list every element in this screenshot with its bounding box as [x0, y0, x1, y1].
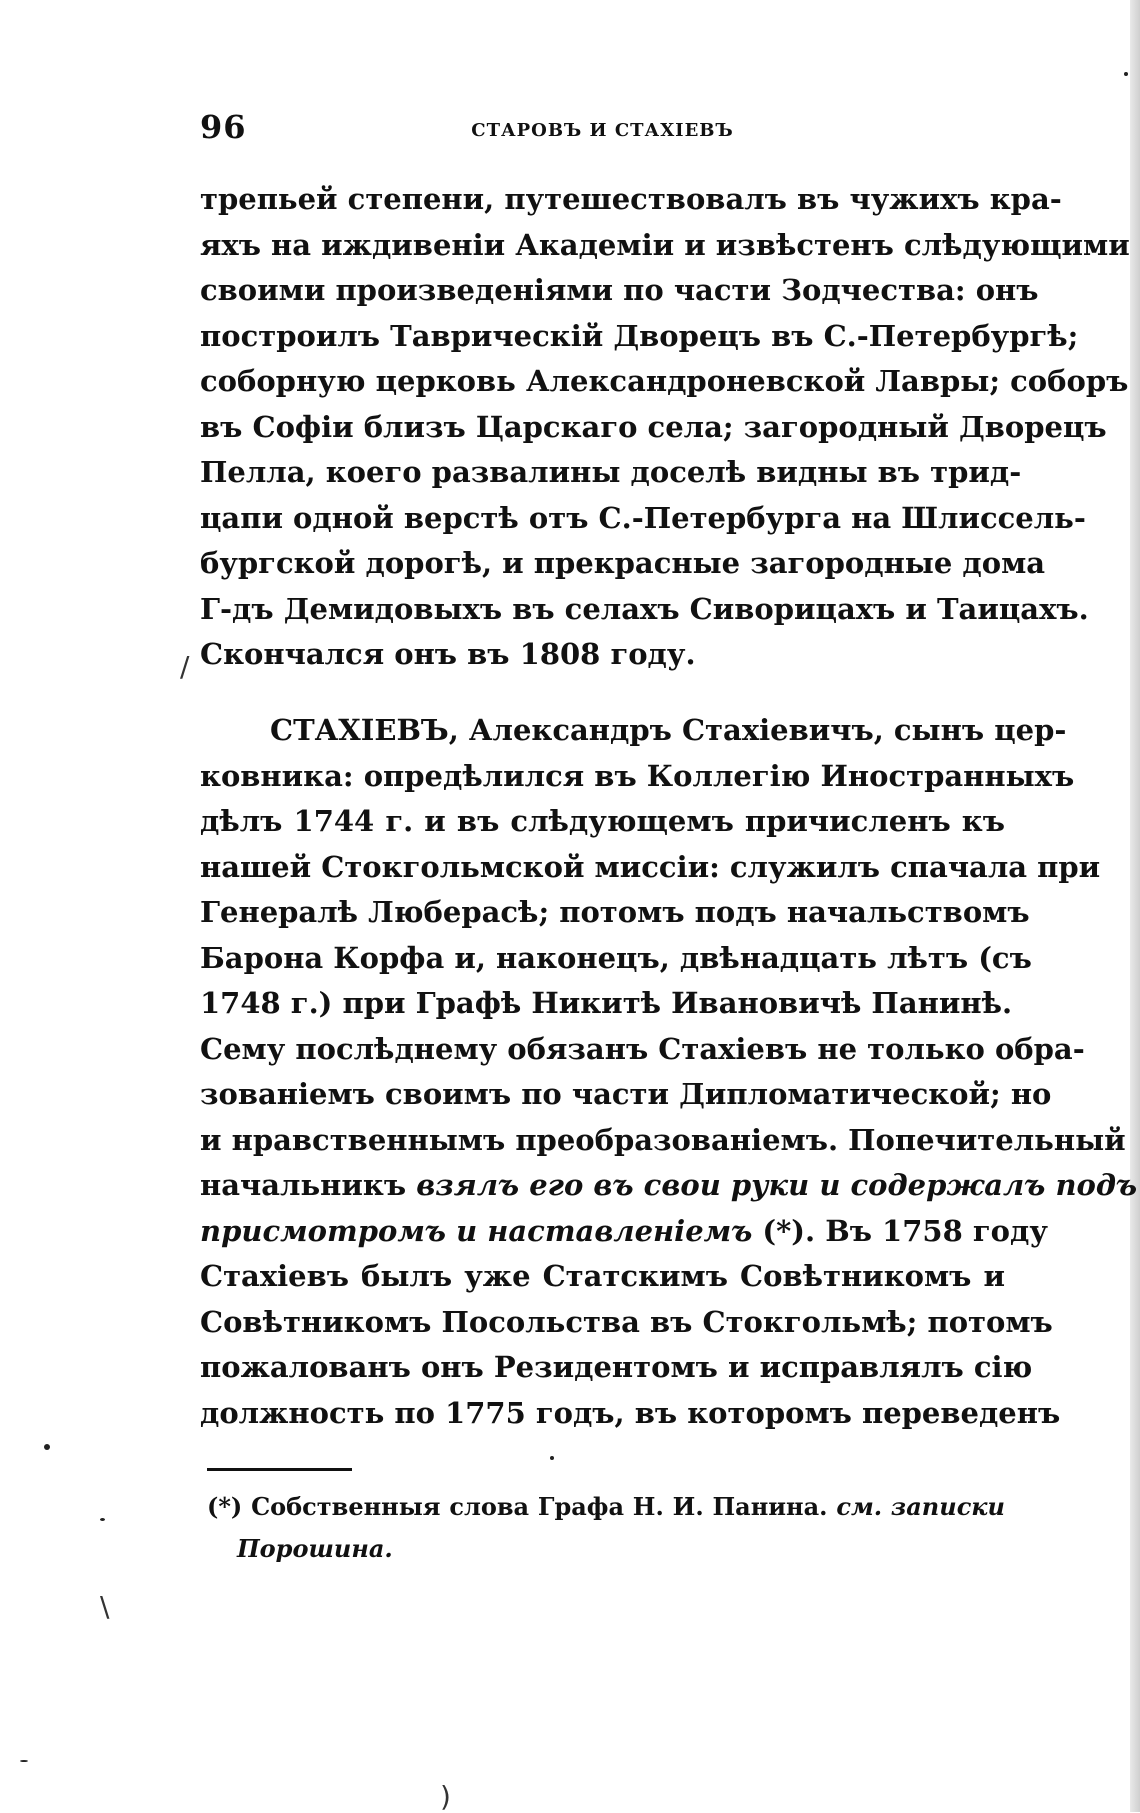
- text-line: бургской дорогѣ, и прекрасные загородные дома: [200, 546, 1046, 580]
- text-line: ковника: опредѣлился въ Коллегію Иностранныхъ: [200, 758, 1075, 793]
- text-run: (*). Въ 1758 году: [752, 1213, 1048, 1248]
- text-line: въ Софіи близъ Царскаго села; загородный Дворецъ: [200, 409, 1107, 444]
- footnote-line: [207, 1486, 1005, 1528]
- text-line: 1748 г.) при Графѣ Никитѣ Ивановичѣ Панинѣ.: [200, 986, 1013, 1020]
- scan-edge: [1130, 0, 1140, 1812]
- text-line: зованіемъ своимъ по части Дипломатической; но: [200, 1077, 1052, 1111]
- text-line: своими произведеніями по части Зодчества: онъ: [200, 273, 1039, 307]
- text-line: Скончался онъ въ 1808 году.: [200, 637, 696, 671]
- footnote-italic: Порошина.: [237, 1534, 393, 1563]
- page-number: 96: [200, 108, 247, 146]
- footnote-italic: см. записки: [836, 1492, 1006, 1521]
- scan-speck: [20, 1760, 28, 1762]
- text-line: трепьей степени, путешествовалъ въ чужихъ кра-: [200, 182, 1062, 216]
- text-line: Барона Корфа и, наконецъ, двѣнадцать лѣтъ (съ: [200, 940, 1032, 975]
- running-head: СТАРОВЪ И СТАХІЕВЪ: [471, 120, 734, 141]
- italic-quote: взялъ его въ свои руки и содержалъ подъ: [416, 1168, 1138, 1202]
- text-line-mixed: [200, 1163, 1138, 1209]
- text-line: Совѣтникомъ Посольства въ Стокгольмѣ; потомъ: [200, 1304, 1053, 1339]
- scan-mark: \: [100, 1590, 110, 1623]
- text-line: соборную церковь Александроневской Лавры; соборъ: [200, 364, 1129, 398]
- scan-mark: ): [440, 1780, 451, 1813]
- text-line: СТАХІЕВЪ, Александръ Стахіевичъ, сынъ цер-: [270, 713, 1067, 747]
- text-line: Стахіевъ былъ уже Статскимъ Совѣтникомъ и: [200, 1259, 1005, 1293]
- text-line: Сему послѣднему обязанъ Стахіевъ не только обра-: [200, 1031, 1085, 1066]
- paragraph-stakhiev: [200, 708, 1138, 1436]
- scan-speck: [100, 1518, 105, 1521]
- scan-mark: /: [180, 650, 190, 683]
- scan-speck: [44, 1444, 50, 1450]
- text-line: дѣлъ 1744 г. и въ слѣдующемъ причисленъ къ: [200, 804, 1005, 838]
- page-header: [200, 108, 1005, 152]
- footnote-line: [207, 1528, 1005, 1570]
- text-line: Г-дъ Демидовыхъ въ селахъ Сиворицахъ и Таицахъ.: [200, 591, 1089, 626]
- text-line: яхъ на иждивеніи Академіи и извѣстенъ слѣдующими: [200, 227, 1130, 262]
- text-line: построилъ Таврическій Дворецъ въ С.-Петербургѣ;: [200, 318, 1079, 353]
- footnote: [207, 1486, 1005, 1570]
- text-line-mixed: [200, 1209, 1048, 1255]
- text-line: пожалованъ онъ Резидентомъ и исправлялъ сію: [200, 1350, 1033, 1384]
- text-line: Пелла, коего развалины доселѣ видны въ трид-: [200, 455, 1022, 489]
- text-run: начальникъ: [200, 1168, 417, 1202]
- text-line: Генералѣ Люберасѣ; потомъ подъ начальствомъ: [200, 895, 1030, 929]
- scan-speck: [550, 1456, 554, 1460]
- footnote-text: (*) Собственныя слова Графа Н. И. Панина.: [207, 1492, 837, 1521]
- italic-quote: присмотромъ и наставленіемъ: [200, 1213, 753, 1248]
- scan-speck: [1124, 72, 1128, 76]
- footnote-rule: [207, 1468, 352, 1471]
- text-line: должность по 1775 годъ, въ которомъ переведенъ: [200, 1395, 1061, 1430]
- text-line: и нравственнымъ преобразованіемъ. Попечительный: [200, 1122, 1126, 1157]
- text-line: нашей Стокгольмской миссіи: служилъ спачала при: [200, 849, 1101, 884]
- paragraph-starov-end: [200, 177, 1130, 678]
- text-line: цапи одной верстѣ отъ С.-Петербурга на Шлиссель-: [200, 500, 1086, 535]
